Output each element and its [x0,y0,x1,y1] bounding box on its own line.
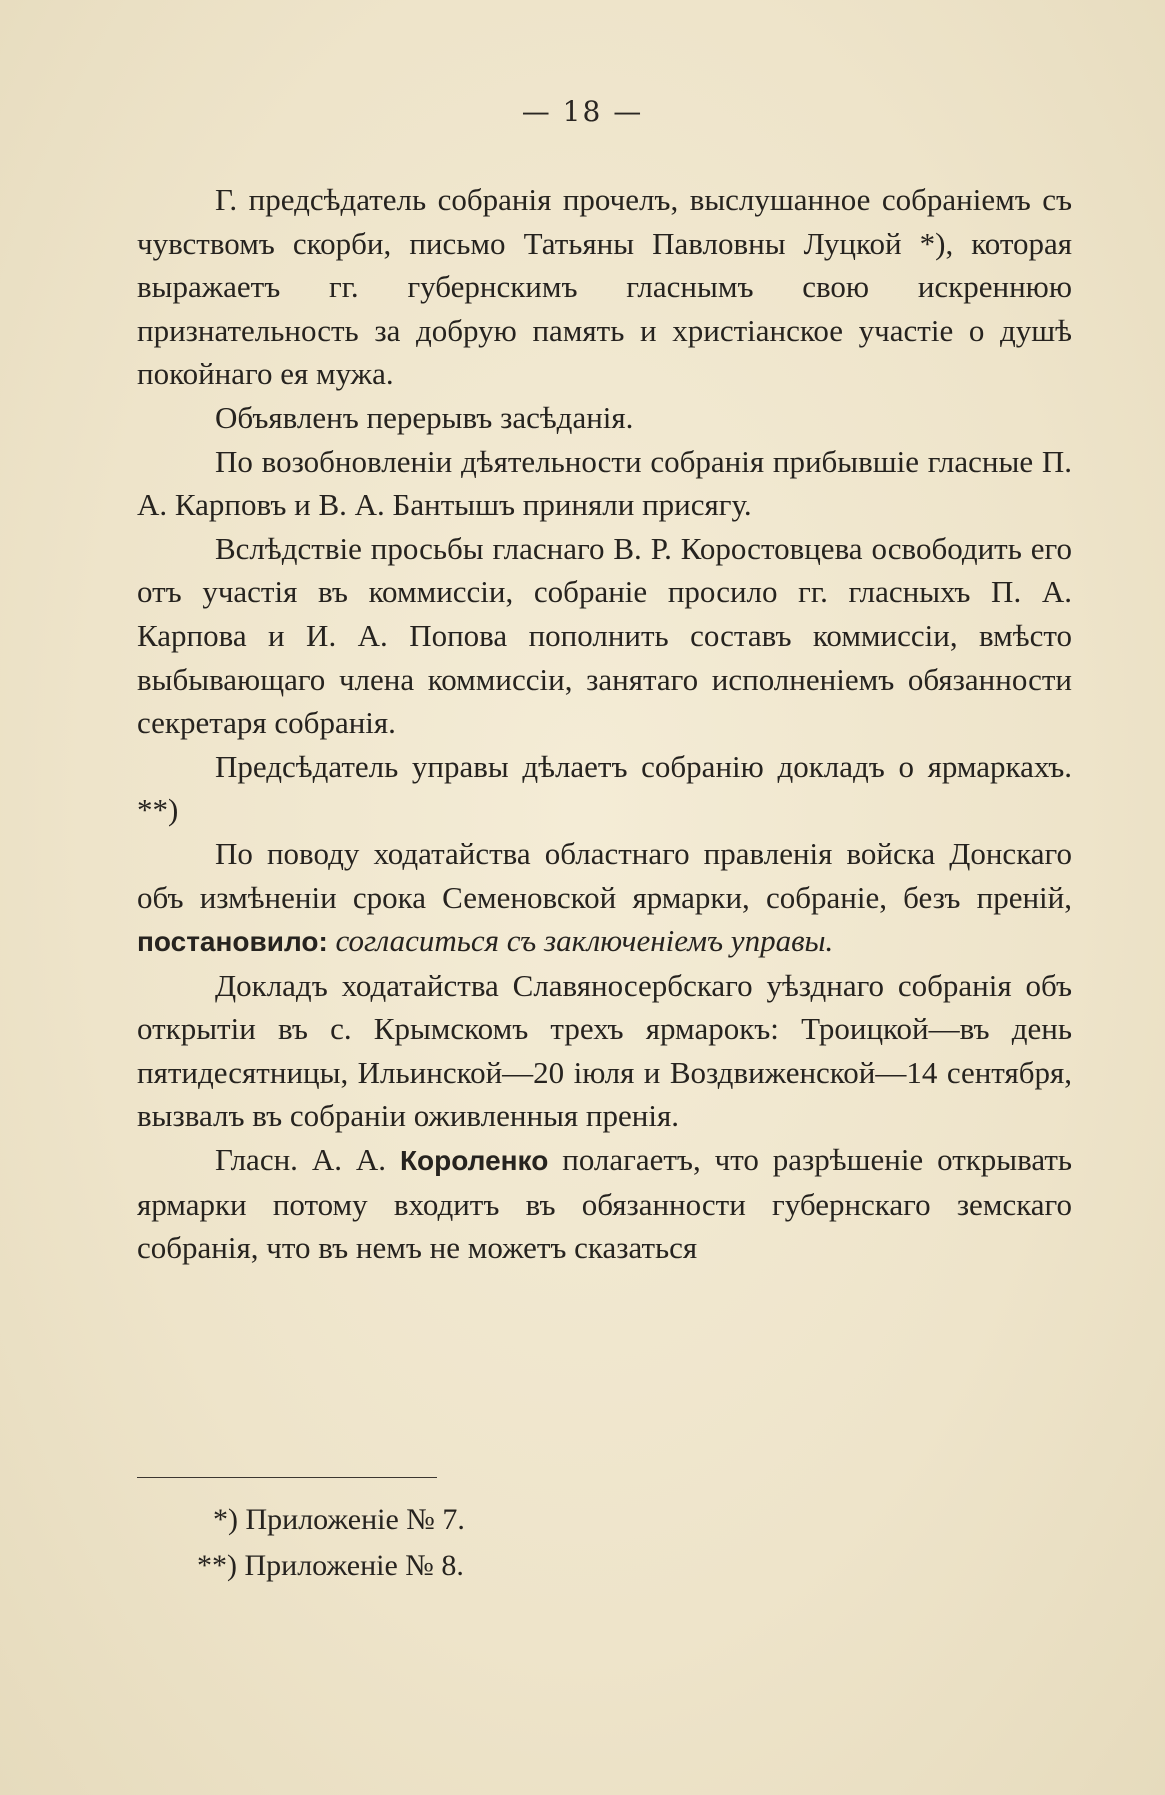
speaker-name: Короленко [399,1145,549,1177]
footnote-1: *) Приложеніе № 7. [213,1503,465,1536]
resolution-keyword: постановило: [137,926,328,958]
paragraph-don-fair [137,832,1072,964]
footnote-divider [137,1477,437,1478]
paragraph-fairs-report: Предсѣдатель управы дѣлаетъ собранію докладъ о ярмаркахъ. **) [137,748,1072,828]
paragraph-commission: Вслѣдствіе просьбы гласнаго В. Р. Коростовцева освободить его отъ участія въ коммиссіи, собраніе просило гг. гласныхъ П. А. Карпова и И. А. Попова пополнить составъ коммиссіи, вмѣсто выбывающаго члена коммиссіи, занятаго исполненіемъ обязанности секретаря собранія. [137,530,1072,741]
resolution-text: согласиться съ заключеніемъ управы. [335,923,834,959]
footnotes [137,1497,1072,1589]
paragraph-text: полагаетъ, что разрѣшеніе открывать ярмарки потому входитъ въ обязанности губернскаго земскаго собранія, что въ немъ не можетъ сказаться [137,1142,1073,1266]
paragraph-text: По поводу ходатайства областнаго правленія войска Донскаго объ измѣненіи срока Семеновской ярмарки, собраніе, безъ преній, [137,835,1072,915]
paragraph-letter-read: Г. предсѣдатель собранія прочелъ, выслушанное собраніемъ съ чувствомъ скорби, письмо Татьяны Павловны Луцкой *), которая выражаетъ гг. губернскимъ гласнымъ свою искреннюю признательность за добрую память и христіанское участіе о душѣ покойнаго ея мужа. [137,182,1072,392]
paragraph-crimean-fairs: Докладъ ходатайства Славяносербскаго уѣзднаго собранія объ открытіи въ с. Крымскомъ трехъ ярмарокъ: Троицкой—въ день пятидесятницы, Ильинской—20 іюля и Воздвиженской—14 сентября, вызвалъ въ собраніи оживленныя пренія. [137,967,1072,1134]
body-text [137,178,1072,1270]
paragraph-text: Гласн. А. А. [215,1142,387,1178]
footnote-2: **) Приложеніе № 8. [197,1549,464,1582]
paragraph-recess: Объявленъ перерывъ засѣданія. [215,399,634,435]
page-number: — 18 — [521,95,644,128]
paragraph-korolenko [137,1138,1072,1270]
paragraph-oath: По возобновленіи дѣятельности собранія прибывшіе гласные П. А. Карповъ и В. А. Бантышъ приняли присягу. [137,443,1072,523]
